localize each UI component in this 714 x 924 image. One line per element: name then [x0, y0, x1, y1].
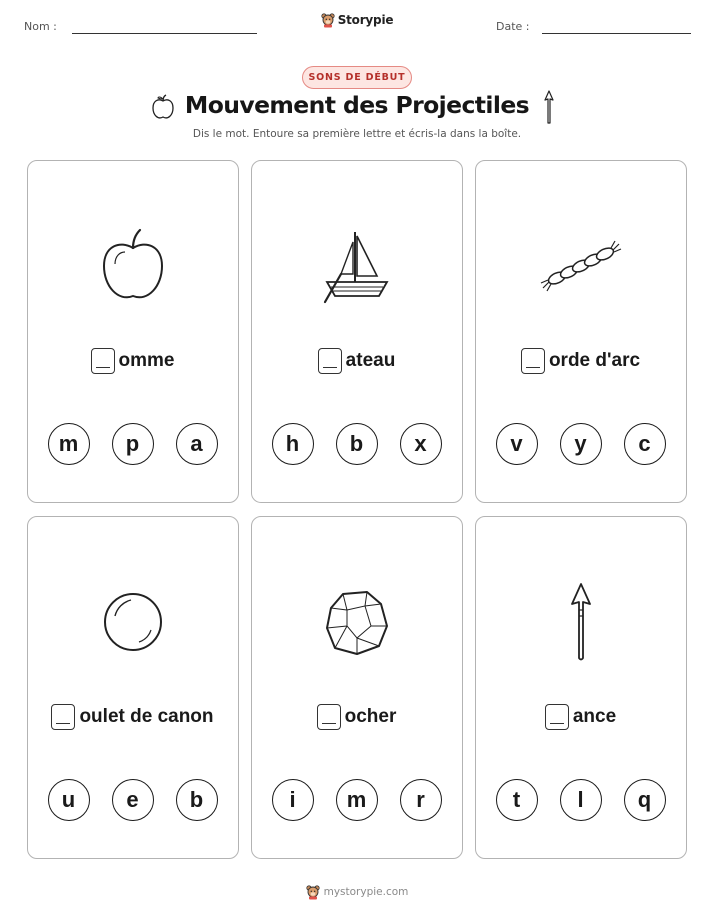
letter-choice[interactable]: m — [48, 423, 90, 465]
letter-choice[interactable]: y — [560, 423, 602, 465]
word-card — [251, 516, 463, 859]
date-label: Date : — [496, 20, 530, 33]
word-ending: ateau — [345, 350, 396, 371]
word-card — [251, 160, 463, 503]
letter-choice[interactable]: a — [176, 423, 218, 465]
word-ending: orde d'arc — [548, 350, 641, 371]
bear-mascot-icon — [321, 12, 335, 28]
name-line[interactable] — [72, 33, 257, 34]
name-label: Nom : — [24, 20, 57, 33]
answer-box[interactable] — [318, 348, 342, 374]
letter-choice[interactable]: l — [560, 779, 602, 821]
word-ending: ocher — [344, 706, 397, 727]
apple-icon — [98, 226, 168, 306]
word-card — [27, 516, 239, 859]
cannonball-icon — [101, 590, 165, 654]
word-ending: omme — [118, 350, 175, 371]
letter-choice[interactable]: q — [624, 779, 666, 821]
answer-box[interactable] — [91, 348, 115, 374]
footer-url[interactable]: mystorypie.com — [323, 886, 409, 898]
letter-choice[interactable]: p — [112, 423, 154, 465]
letter-choice[interactable]: m — [336, 779, 378, 821]
word-ending: oulet de canon — [79, 706, 214, 727]
brand-logo — [0, 12, 714, 28]
instructions: Dis le mot. Entoure sa première lettre et écris-la dans la boîte. — [192, 128, 522, 140]
bear-mascot-icon — [306, 884, 320, 900]
letter-choice[interactable]: h — [272, 423, 314, 465]
date-line[interactable] — [542, 33, 691, 34]
letter-choice[interactable]: c — [624, 423, 666, 465]
spear-icon — [566, 582, 596, 662]
letter-choice[interactable]: v — [496, 423, 538, 465]
answer-box[interactable] — [545, 704, 569, 730]
boat-icon — [317, 226, 397, 306]
rock-icon — [321, 586, 393, 658]
answer-box[interactable] — [51, 704, 75, 730]
answer-box[interactable] — [317, 704, 341, 730]
letter-choice[interactable]: i — [272, 779, 314, 821]
letter-choice[interactable]: r — [400, 779, 442, 821]
letter-choice[interactable]: e — [112, 779, 154, 821]
footer — [0, 884, 714, 900]
word-card — [27, 160, 239, 503]
spear-icon — [540, 90, 558, 124]
letter-choice[interactable]: t — [496, 779, 538, 821]
letter-choice[interactable]: b — [176, 779, 218, 821]
word-ending: ance — [572, 706, 617, 727]
letter-choice[interactable]: x — [400, 423, 442, 465]
brand-name: Storypie — [337, 13, 394, 27]
letter-choice[interactable]: b — [336, 423, 378, 465]
word-card — [475, 160, 687, 503]
rope-icon — [539, 236, 623, 296]
answer-box[interactable] — [521, 348, 545, 374]
page-title: Mouvement des Projectiles — [184, 91, 530, 119]
letter-choice[interactable]: u — [48, 779, 90, 821]
word-card — [475, 516, 687, 859]
category-badge: SONS DE DÉBUT — [302, 66, 412, 89]
